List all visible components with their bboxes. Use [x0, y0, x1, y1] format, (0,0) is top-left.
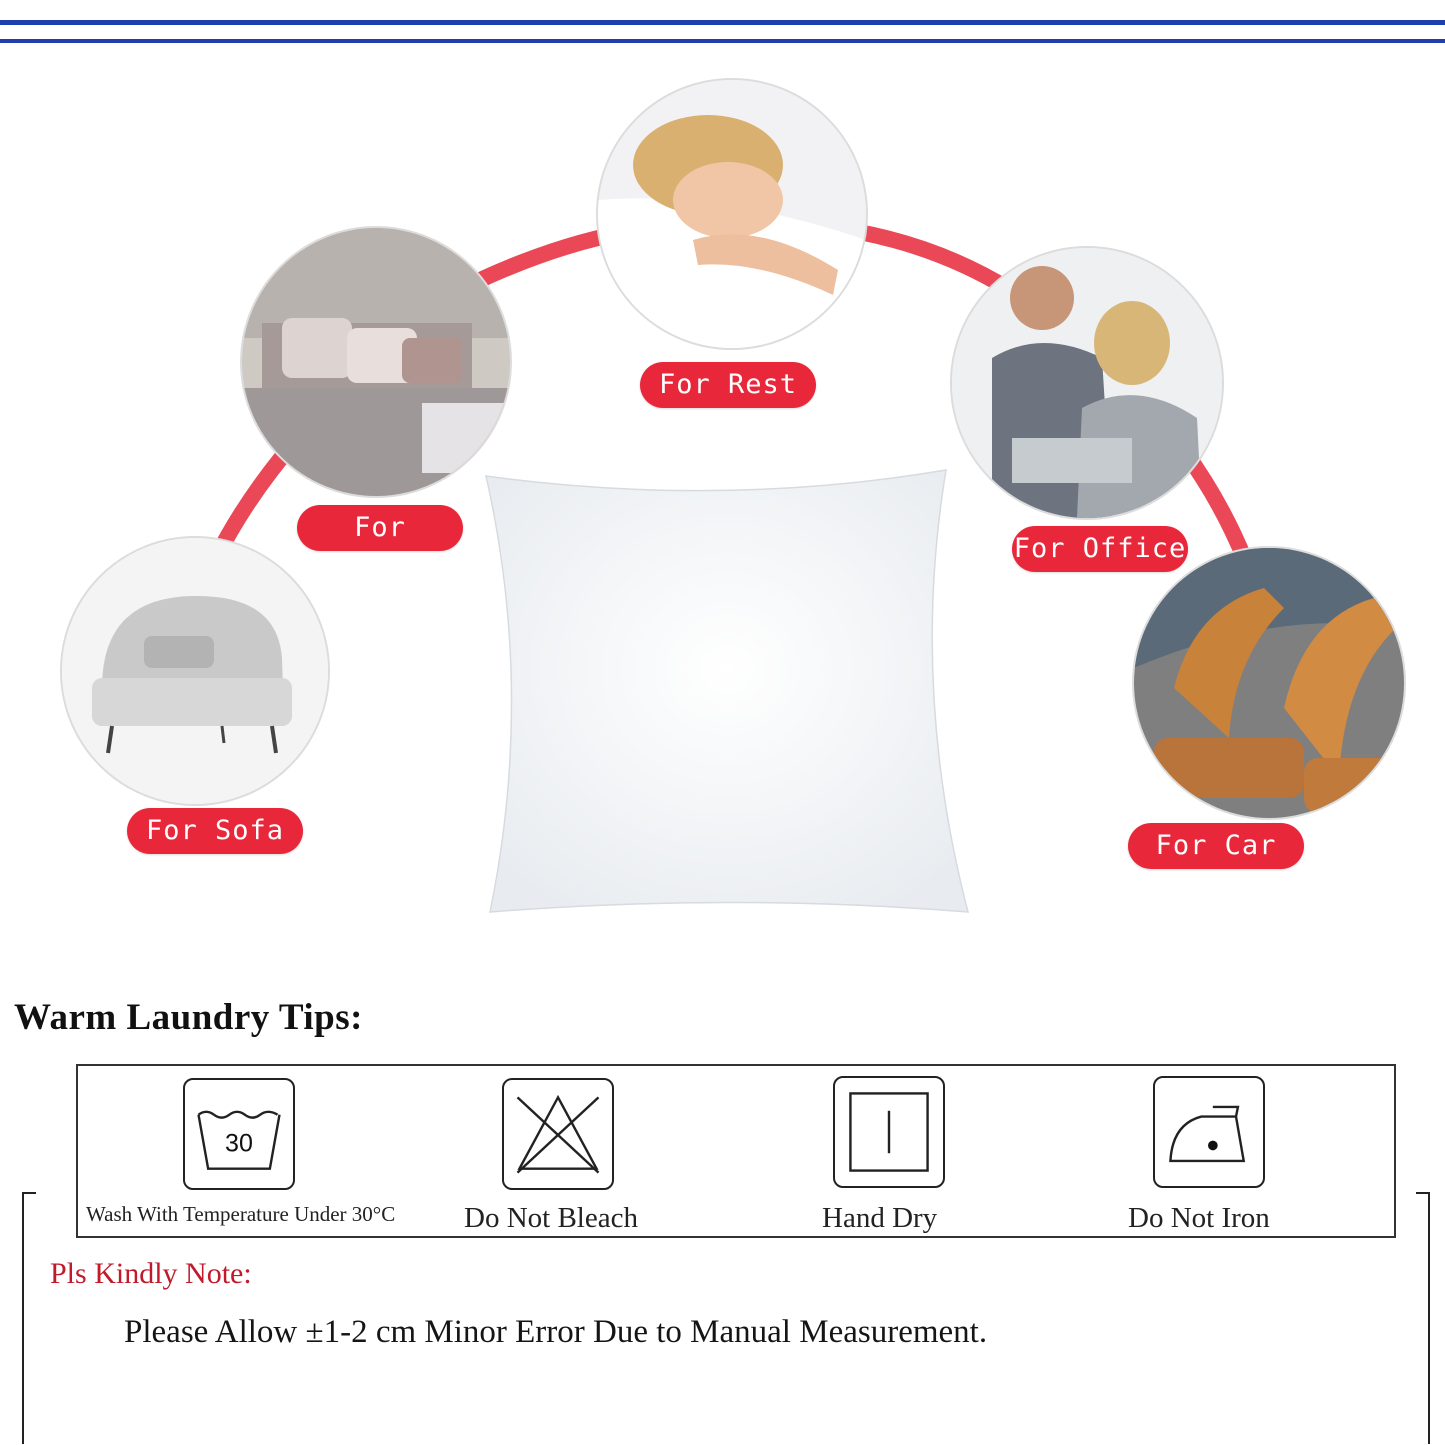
- use-label-bedroom: For Bedroom: [297, 505, 463, 551]
- use-label-office: For Office: [1012, 526, 1188, 572]
- pillow-image: [480, 468, 975, 918]
- left-bracket: [22, 1192, 36, 1444]
- laundry-tips-title: Warm Laundry Tips:: [14, 997, 363, 1038]
- use-label-rest: For Rest: [640, 362, 816, 408]
- do-not-iron-icon: [1153, 1076, 1265, 1188]
- office-people-photo: [950, 246, 1224, 520]
- bedroom-photo: [240, 226, 512, 498]
- care-label-dry: Hand Dry: [822, 1202, 938, 1234]
- use-label-sofa: For Sofa: [127, 808, 303, 854]
- care-label-wash: Wash With Temperature Under 30°C: [86, 1202, 396, 1226]
- note-text: Please Allow ±1-2 cm Minor Error Due to Manual Measurement.: [124, 1314, 988, 1350]
- note-title: Pls Kindly Note:: [50, 1257, 252, 1290]
- do-not-bleach-icon: [502, 1078, 614, 1190]
- sofa-photo: [60, 536, 330, 806]
- sleeping-woman-photo: [596, 78, 868, 350]
- wash-30-icon: [183, 1078, 295, 1190]
- right-bracket: [1416, 1192, 1430, 1444]
- care-symbols-box: [76, 1064, 1396, 1238]
- wash-temp-text: 30: [225, 1129, 253, 1158]
- hand-dry-icon: [833, 1076, 945, 1188]
- use-label-car: For Car: [1128, 823, 1304, 869]
- care-label-iron: Do Not Iron: [1128, 1202, 1270, 1234]
- care-label-bleach: Do Not Bleach: [464, 1202, 638, 1234]
- car-seats-photo: [1132, 546, 1406, 820]
